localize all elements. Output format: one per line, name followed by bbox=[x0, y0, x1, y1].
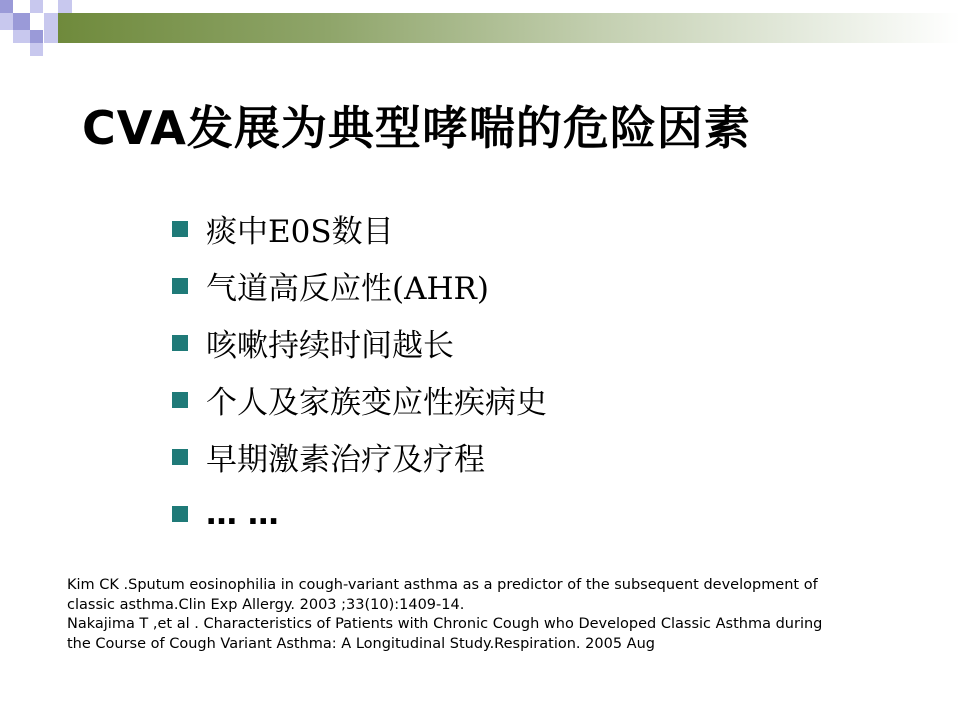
bullet-item bbox=[172, 485, 547, 542]
header-square bbox=[43, 0, 58, 13]
header-square bbox=[44, 30, 58, 43]
reference-line: the Course of Cough Variant Asthma: A Longitudinal Study.Respiration. 2005 Aug bbox=[67, 635, 655, 652]
bullet-list bbox=[172, 200, 547, 542]
reference-line: classic asthma.Clin Exp Allergy. 2003 ;33(10):1409-14. bbox=[67, 596, 465, 613]
header-square bbox=[58, 0, 72, 13]
bullet-item bbox=[172, 371, 547, 428]
bullet-item bbox=[172, 200, 547, 257]
header-square bbox=[44, 13, 58, 30]
header-square bbox=[13, 0, 30, 13]
bullet-text: 咳嗽持续时间越长 bbox=[206, 328, 454, 364]
square-bullet-icon bbox=[172, 221, 188, 237]
bullet-item bbox=[172, 428, 547, 485]
bullet-item bbox=[172, 257, 547, 314]
square-bullet-icon bbox=[172, 392, 188, 408]
bullet-text: 痰中E0S数目 bbox=[206, 214, 394, 250]
square-bullet-icon bbox=[172, 506, 188, 522]
header-square bbox=[30, 13, 44, 30]
square-bullet-icon bbox=[172, 449, 188, 465]
references bbox=[67, 576, 927, 654]
reference-line: Nakajima T ,et al . Characteristics of Patients with Chronic Cough who Developed Classic Asthma during bbox=[67, 616, 823, 632]
header-square bbox=[0, 13, 13, 30]
header-square bbox=[13, 13, 30, 30]
bullet-text: 早期激素治疗及疗程 bbox=[206, 442, 485, 478]
header-square bbox=[30, 30, 43, 43]
header-gradient-band bbox=[58, 13, 960, 43]
square-bullet-icon bbox=[172, 278, 188, 294]
reference-line: Kim CK .Sputum eosinophilia in cough-variant asthma as a predictor of the subsequent development of bbox=[67, 577, 818, 593]
bullet-text: 气道高反应性(AHR) bbox=[206, 271, 489, 307]
bullet-item bbox=[172, 314, 547, 371]
header-square bbox=[30, 43, 43, 56]
header-square bbox=[0, 0, 13, 13]
header-square bbox=[30, 0, 43, 13]
slide-title: CVA发展为典型哮喘的危险因素 bbox=[82, 101, 751, 155]
header-square bbox=[13, 30, 30, 43]
square-bullet-icon bbox=[172, 335, 188, 351]
bullet-text: … … bbox=[206, 495, 279, 532]
bullet-text: 个人及家族变应性疾病史 bbox=[206, 385, 547, 421]
